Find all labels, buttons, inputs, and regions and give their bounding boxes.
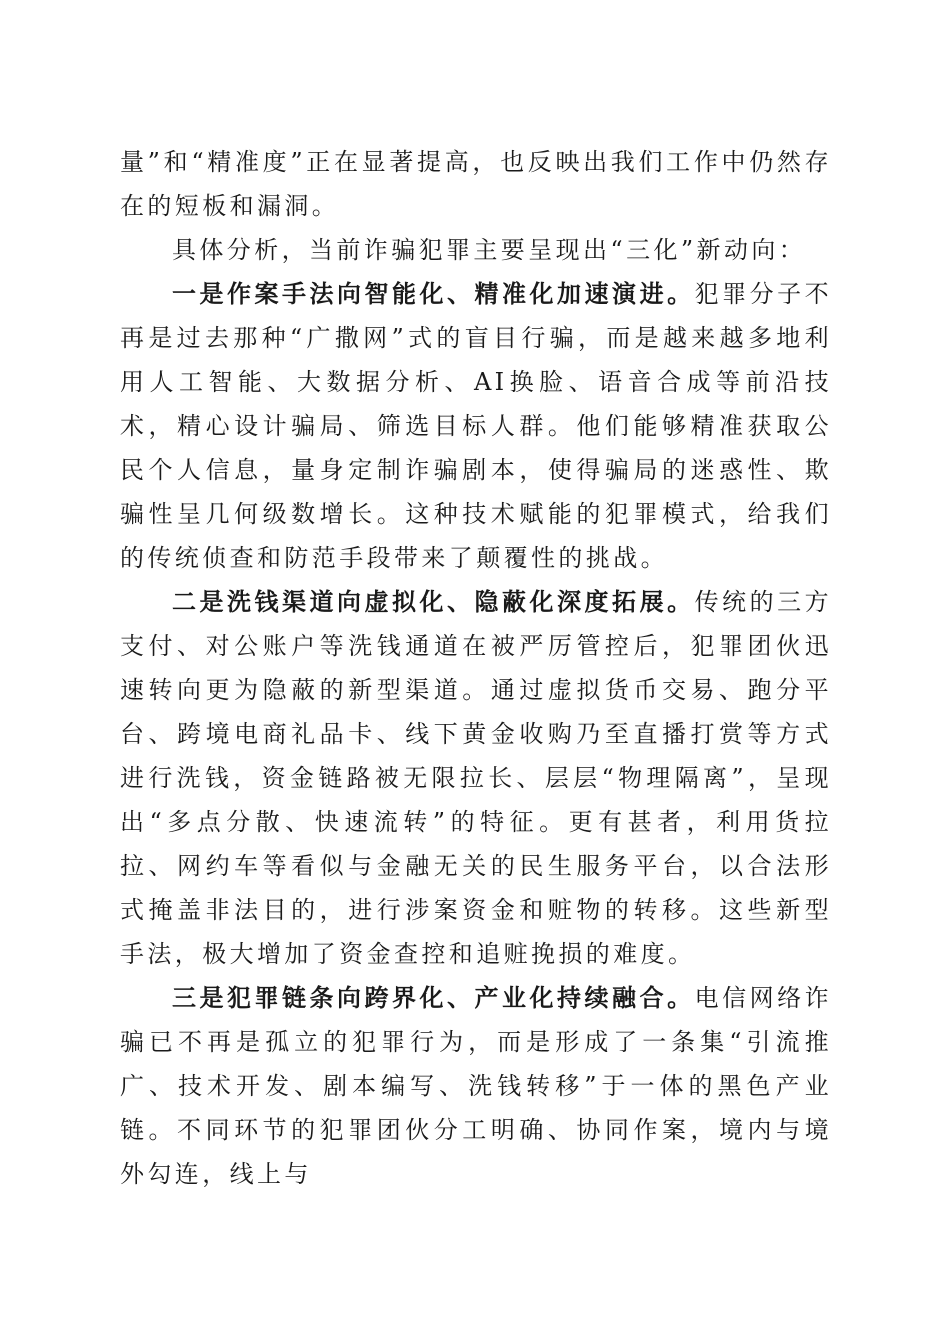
paragraph-text: 具体分析，当前诈骗犯罪主要呈现出“三化”新动向：: [172, 236, 807, 264]
paragraph-lead: 三是犯罪链条向跨界化、产业化持续融合。: [172, 983, 695, 1012]
paragraph-point-three: [120, 976, 832, 1196]
document-body: [120, 140, 832, 1196]
paragraph-lead: 二是洗钱渠道向虚拟化、隐蔽化深度拓展。: [172, 587, 695, 616]
paragraph-text: 犯罪分子不再是过去那种“广撒网”式的盲目行骗，而是越来越多地利用人工智能、大数据分析、AI换脸、语音合成等前沿技术，精心设计骗局、筛选目标人群。他们能够精准获取公民个人信息，量身定制诈骗剧本，使得骗局的迷惑性、欺骗性呈几何级数增长。这种技术赋能的犯罪模式，给我们的传统侦查和防范手段带来了颠覆性的挑战。: [120, 280, 832, 572]
paragraph-text: 量”和“精准度”正在显著提高，也反映出我们工作中仍然存在的短板和漏洞。: [120, 148, 832, 220]
paragraph-text: 传统的三方支付、对公账户等洗钱通道在被严厉管控后，犯罪团伙迅速转向更为隐蔽的新型渠道。通过虚拟货币交易、跑分平台、跨境电商礼品卡、线下黄金收购乃至直播打赏等方式进行洗钱，资金链路被无限拉长、层层“物理隔离”，呈现出“多点分散、快速流转”的特征。更有甚者，利用货拉拉、网约车等看似与金融无关的民生服务平台，以合法形式掩盖非法目的，进行涉案资金和赃物的转移。这些新型手法，极大增加了资金查控和追赃挽损的难度。: [120, 588, 832, 968]
paragraph-intro: [120, 228, 832, 272]
paragraph-lead: 一是作案手法向智能化、精准化加速演进。: [172, 279, 695, 308]
paragraph-text: 电信网络诈骗已不再是孤立的犯罪行为，而是形成了一条集“引流推广、技术开发、剧本编写、洗钱转移”于一体的黑色产业链。不同环节的犯罪团伙分工明确、协同作案，境内与境外勾连，线上与: [120, 984, 832, 1188]
paragraph-point-one: [120, 272, 832, 580]
paragraph-point-two: [120, 580, 832, 976]
paragraph-continuation: [120, 140, 832, 228]
